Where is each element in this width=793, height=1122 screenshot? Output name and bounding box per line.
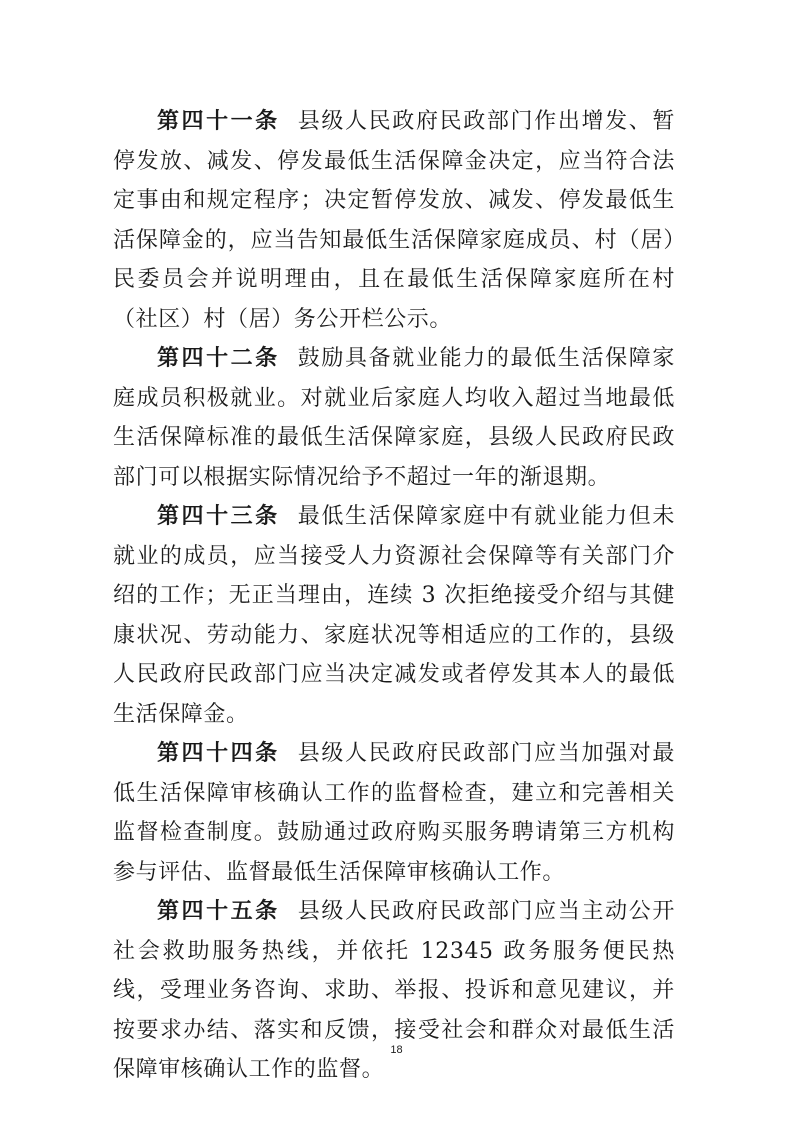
article-title: 第四十二条 bbox=[157, 345, 280, 371]
article-body: 最低生活保障家庭中有就业能力但未就业的成员，应当接受人力资源社会保障等有关部门介绍的工作；无正当理由，连续 3 次拒绝接受介绍与其健康状况、劳动能力、家庭状况等相适应的工作的，县级人民政府民政部门应当决定减发或者停发其本人的最低生活保障金。 bbox=[113, 504, 675, 727]
article-45 bbox=[113, 892, 675, 1090]
article-42 bbox=[113, 339, 675, 497]
article-body: 鼓励具备就业能力的最低生活保障家庭成员积极就业。对就业后家庭人均收入超过当地最低生活保障标准的最低生活保障家庭，县级人民政府民政部门可以根据实际情况给予不超过一年的渐退期。 bbox=[113, 346, 675, 490]
article-body: 县级人民政府民政部门应当主动公开社会救助服务热线，并依托 12345 政务服务便民热线，受理业务咨询、求助、举报、投诉和意见建议，并按要求办结、落实和反馈，接受社会和群众对最低生活保障审核确认工作的监督。 bbox=[113, 899, 675, 1082]
article-body: 县级人民政府民政部门作出增发、暂停发放、减发、停发最低生活保障金决定，应当符合法定事由和规定程序；决定暂停发放、减发、停发最低生活保障金的，应当告知最低生活保障家庭成员、村（居）民委员会并说明理由，且在最低生活保障家庭所在村（社区）村（居）务公开栏公示。 bbox=[113, 109, 675, 332]
article-title: 第四十五条 bbox=[157, 898, 280, 924]
article-title: 第四十三条 bbox=[157, 503, 280, 529]
article-44 bbox=[113, 734, 675, 892]
article-43 bbox=[113, 497, 675, 734]
document-body bbox=[113, 102, 675, 1090]
article-41 bbox=[113, 102, 675, 339]
article-body: 县级人民政府民政部门应当加强对最低生活保障审核确认工作的监督检查，建立和完善相关监督检查制度。鼓励通过政府购买服务聘请第三方机构参与评估、监督最低生活保障审核确认工作。 bbox=[113, 741, 675, 885]
page-number: 18 bbox=[390, 1044, 403, 1056]
article-title: 第四十四条 bbox=[157, 740, 280, 766]
article-title: 第四十一条 bbox=[157, 108, 280, 134]
